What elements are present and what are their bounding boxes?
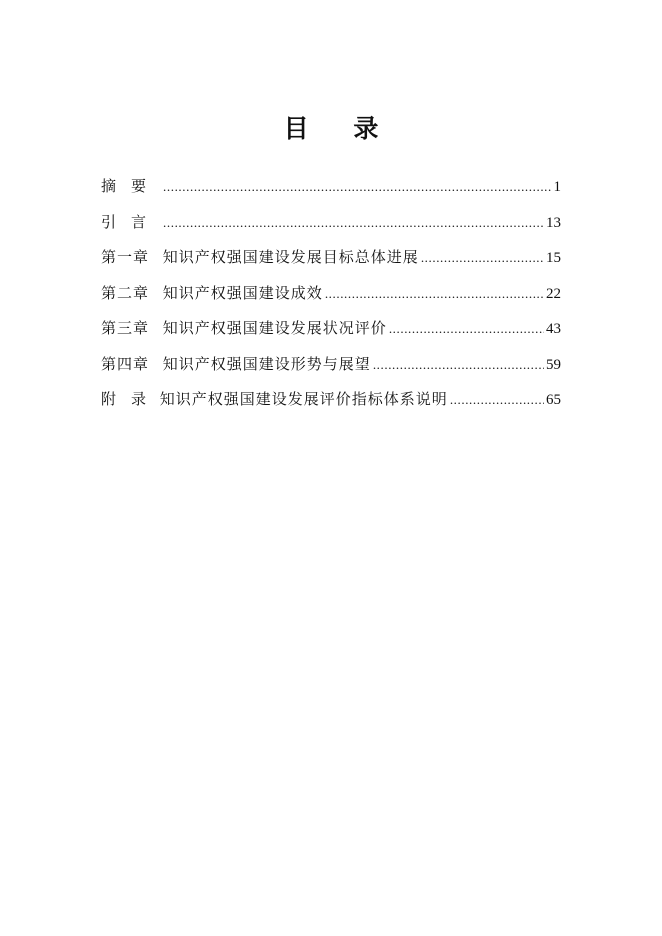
toc-entry-chapter-4[interactable]	[101, 350, 561, 386]
toc-entry-page: 59	[546, 356, 561, 373]
toc-leader-dots	[163, 209, 544, 237]
toc-leader-dots	[421, 244, 544, 272]
toc-entry-chapter: 第一章	[101, 248, 150, 266]
toc-leader-dots	[389, 315, 544, 343]
toc-entry-label	[101, 350, 371, 378]
toc-entry-abstract[interactable]	[101, 172, 561, 208]
toc-leader-dots	[325, 280, 544, 308]
toc-entry-heading: 知识产权强国建设成效	[162, 283, 323, 302]
toc-leader-dots	[450, 386, 544, 414]
toc-title: 目 录	[283, 114, 397, 143]
toc-entry-chapter: 第四章	[101, 354, 150, 373]
toc-entry-label	[101, 385, 448, 413]
toc-leader-dots	[163, 173, 551, 201]
toc-list	[101, 172, 561, 421]
toc-entry-chapter-1[interactable]	[101, 243, 561, 279]
toc-entry-label	[101, 243, 419, 271]
toc-entry-chapter: 第三章	[101, 319, 150, 337]
toc-entry-chapter: 摘要	[101, 177, 162, 195]
toc-entry-appendix[interactable]	[101, 385, 561, 421]
toc-entry-label	[101, 279, 323, 307]
toc-entry-page: 15	[546, 250, 561, 266]
toc-entry-heading: 知识产权强国建设发展目标总体进展	[162, 248, 419, 266]
toc-entry-chapter: 第二章	[101, 283, 150, 302]
toc-entry-heading: 知识产权强国建设发展评价指标体系说明	[159, 390, 448, 408]
toc-leader-dots	[373, 351, 544, 379]
toc-entry-heading: 知识产权强国建设形势与展望	[162, 354, 371, 373]
toc-entry-chapter-3[interactable]	[101, 314, 561, 350]
toc-entry-page: 43	[546, 321, 561, 337]
toc-entry-label	[101, 172, 161, 200]
toc-entry-chapter: 附录	[101, 390, 162, 408]
toc-entry-label	[101, 314, 387, 342]
toc-entry-page: 22	[546, 285, 561, 302]
toc-entry-page: 13	[546, 214, 561, 231]
toc-entry-page: 1	[553, 179, 561, 195]
toc-entry-introduction[interactable]	[101, 208, 561, 244]
toc-entry-heading: 知识产权强国建设发展状况评价	[162, 319, 387, 337]
toc-entry-label	[101, 208, 161, 236]
toc-entry-page: 65	[546, 392, 561, 408]
toc-entry-chapter-2[interactable]	[101, 279, 561, 315]
toc-entry-chapter: 引言	[101, 212, 162, 231]
